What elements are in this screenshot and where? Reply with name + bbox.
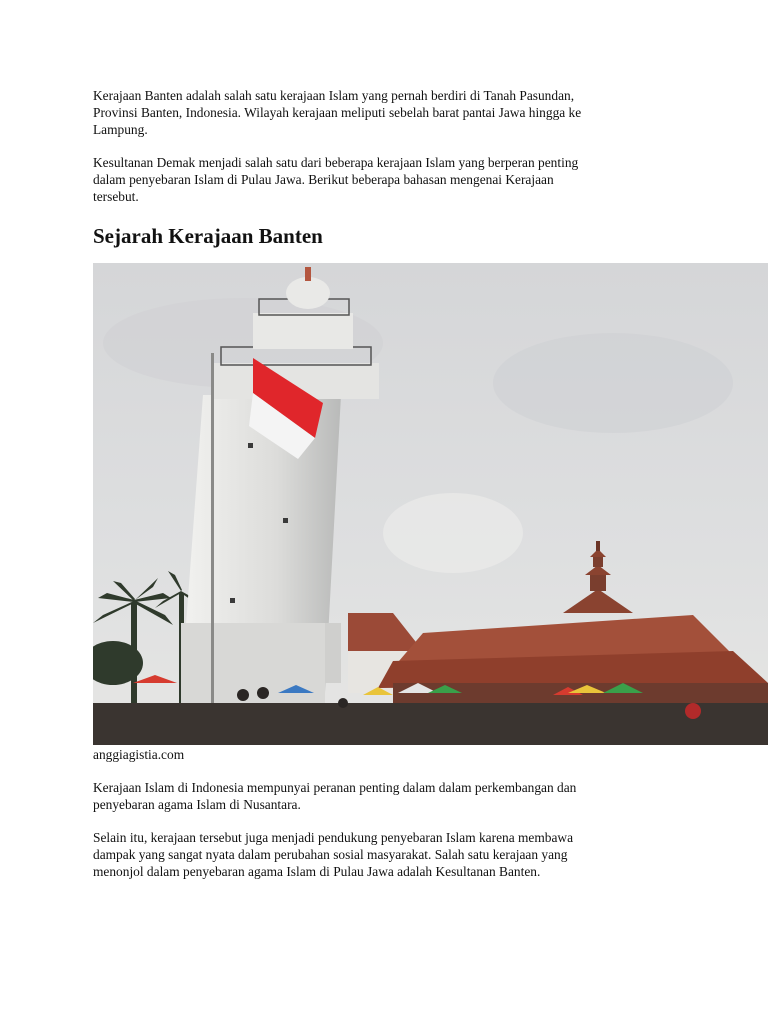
text-line: Provinsi Banten, Indonesia. Wilayah kerajaan meliputi sebelah barat pantai Jawa hingga ke [93, 105, 582, 120]
paragraph-role [93, 779, 693, 813]
paragraph-intro [93, 87, 693, 138]
paragraph-demak [93, 154, 693, 205]
paragraph-support [93, 829, 693, 880]
text-line: dalam penyebaran Islam di Pulau Jawa. Berikut beberapa bahasan mengenai Kerajaan [93, 172, 554, 187]
text-line: Lampung. [93, 122, 148, 137]
text-line: dampak yang sangat nyata dalam perubahan sosial masyarakat. Salah satu kerajaan yang [93, 847, 568, 862]
text-line: Kesultanan Demak menjadi salah satu dari beberapa kerajaan Islam yang berperan penting [93, 155, 579, 170]
section-heading: Sejarah Kerajaan Banten [93, 224, 323, 248]
text-line: penyebaran agama Islam di Nusantara. [93, 797, 301, 812]
text-line: Selain itu, kerajaan tersebut juga menjadi pendukung penyebaran Islam karena membawa [93, 830, 574, 845]
text-line: tersebut. [93, 189, 139, 204]
photo-illustration [93, 263, 768, 745]
text-line: menonjol dalam penyebaran agama Islam di Pulau Jawa adalah Kesultanan Banten. [93, 864, 541, 879]
text-line: Kerajaan Islam di Indonesia mempunyai peranan penting dalam dalam perkembangan dan [93, 780, 577, 795]
text-line: Kerajaan Banten adalah salah satu kerajaan Islam yang pernah berdiri di Tanah Pasundan, [93, 88, 575, 103]
mosque-photo [93, 263, 768, 745]
photo-caption: anggiagistia.com [93, 747, 185, 762]
